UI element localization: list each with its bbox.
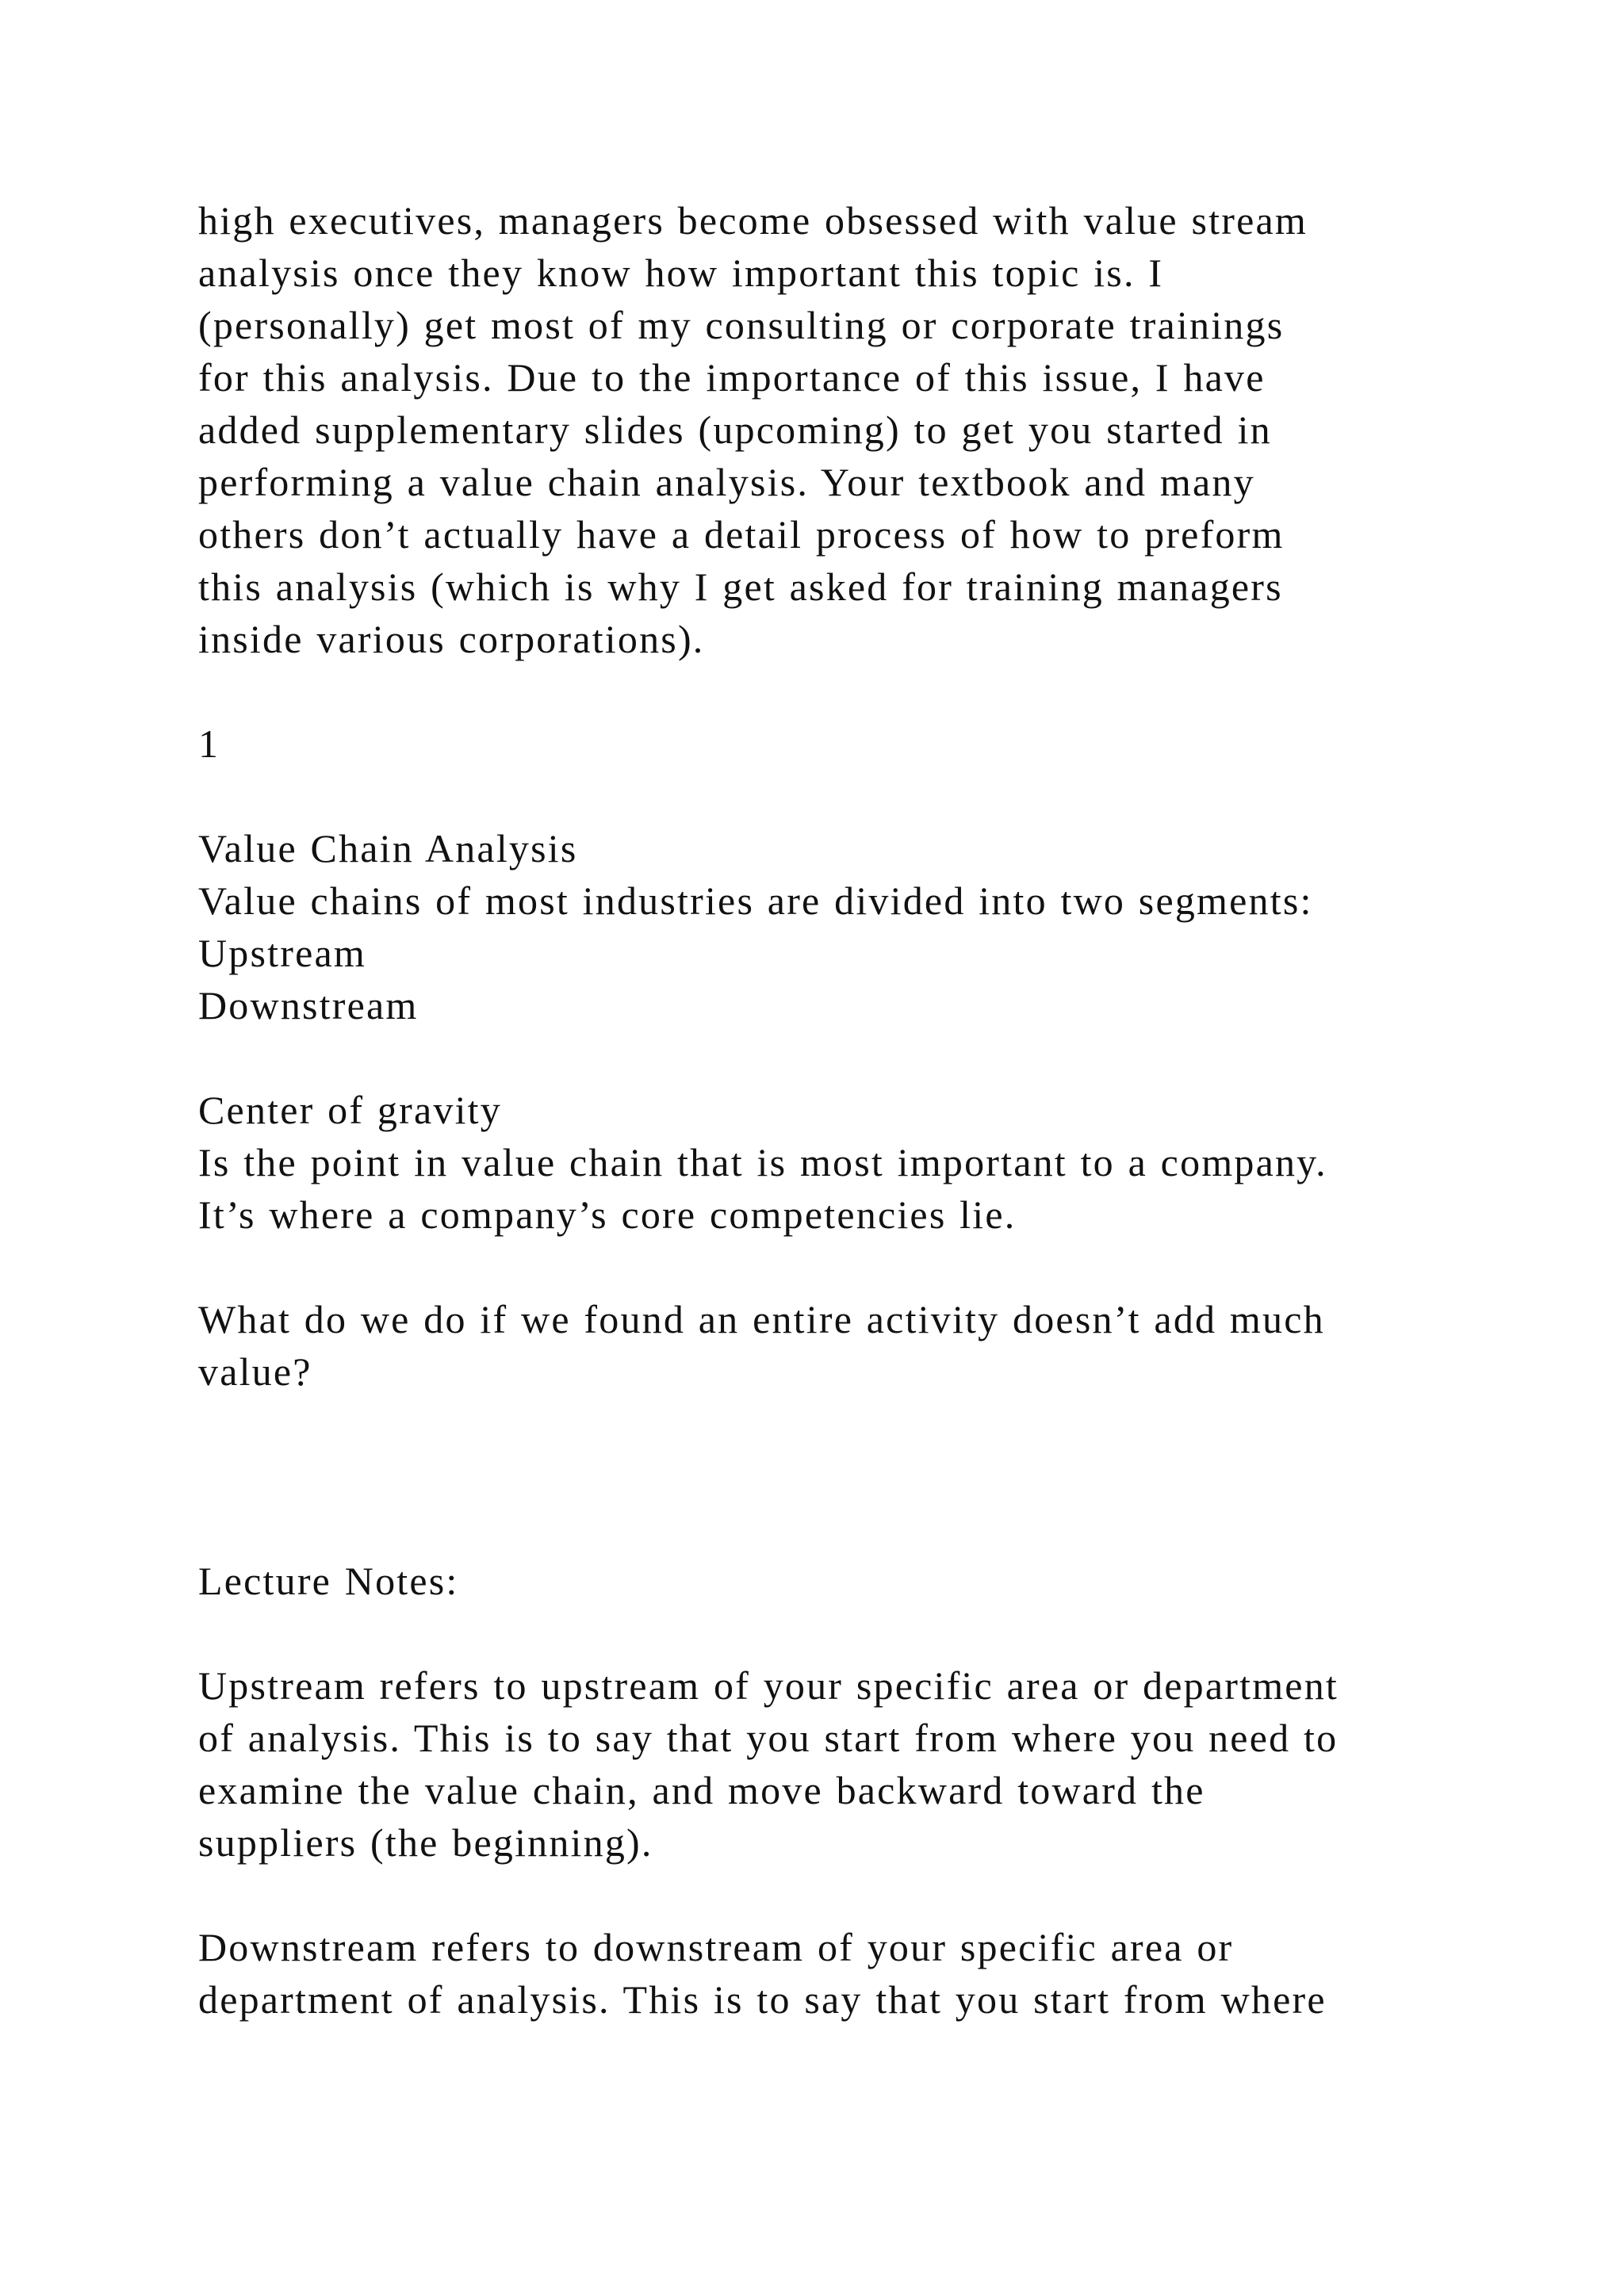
text-line: What do we do if we found an entire activity doesn’t add much <box>198 1297 1325 1341</box>
slide-content <box>198 822 1546 1398</box>
intro-paragraph <box>198 194 1546 665</box>
text-line: department of analysis. This is to say that you start from where <box>198 1977 1327 2022</box>
segment-upstream: Upstream <box>198 931 366 975</box>
text-line: examine the value chain, and move backward toward the <box>198 1768 1205 1812</box>
text-line: of analysis. This is to say that you start from where you need to <box>198 1716 1339 1760</box>
slide-intro: Value chains of most industries are divided into two segments: <box>198 878 1313 923</box>
text-line: Is the point in value chain that is most important to a company. <box>198 1140 1327 1184</box>
spacer <box>198 1398 1546 1555</box>
text-line: analysis once they know how important this topic is. I <box>198 251 1164 295</box>
slide-title: Value Chain Analysis <box>198 826 578 871</box>
downstream-paragraph <box>198 1921 1546 2026</box>
document-body <box>198 194 1546 2026</box>
center-of-gravity-heading: Center of gravity <box>198 1088 502 1132</box>
spacer <box>198 1031 1546 1084</box>
page-number: 1 <box>198 721 220 766</box>
segment-downstream: Downstream <box>198 983 419 1027</box>
lecture-notes-heading: Lecture Notes: <box>198 1559 459 1603</box>
spacer <box>198 770 1546 822</box>
spacer <box>198 1869 1546 1921</box>
text-line: suppliers (the beginning). <box>198 1820 653 1865</box>
text-line: added supplementary slides (upcoming) to get you started in <box>198 408 1272 452</box>
text-line: It’s where a company’s core competencies lie. <box>198 1192 1017 1237</box>
text-line: high executives, managers become obsessed with value stream <box>198 198 1308 243</box>
text-line: inside various corporations). <box>198 617 705 661</box>
upstream-paragraph <box>198 1659 1546 1869</box>
text-line: Downstream refers to downstream of your specific area or <box>198 1925 1234 1969</box>
text-line: (personally) get most of my consulting or corporate trainings <box>198 303 1285 347</box>
text-line: for this analysis. Due to the importance of this issue, I have <box>198 355 1266 400</box>
spacer <box>198 1241 1546 1293</box>
text-line: value? <box>198 1349 312 1394</box>
text-line: this analysis (which is why I get asked for training managers <box>198 564 1283 609</box>
spacer <box>198 1607 1546 1659</box>
text-line: Upstream refers to upstream of your specific area or department <box>198 1663 1339 1708</box>
text-line: performing a value chain analysis. Your textbook and many <box>198 460 1255 504</box>
text-line: others don’t actually have a detail process of how to preform <box>198 512 1285 557</box>
spacer <box>198 665 1546 718</box>
